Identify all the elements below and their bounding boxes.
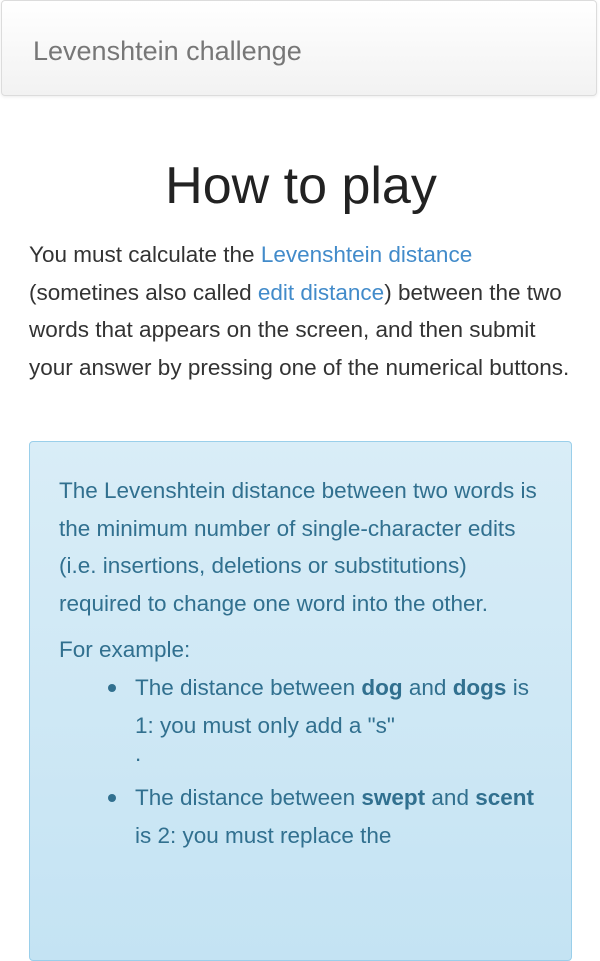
example-word: swept bbox=[361, 785, 426, 811]
main-content bbox=[29, 150, 573, 848]
example-word: dogs bbox=[452, 674, 507, 700]
list-item bbox=[135, 669, 543, 778]
example-list bbox=[59, 669, 543, 854]
edit-distance-link[interactable]: edit distance bbox=[257, 279, 385, 305]
example-text: The distance between bbox=[135, 785, 362, 811]
bullet-icon bbox=[108, 794, 116, 802]
definition-text: The Levenshtein distance between two words is the minimum number of single-character edits (i.e. insertions, deletions or substitutions) required to change one word into the other. bbox=[59, 478, 537, 616]
info-box bbox=[29, 441, 572, 961]
levenshtein-distance-link[interactable]: Levenshtein distance bbox=[260, 242, 473, 267]
example-text: and bbox=[402, 674, 453, 700]
example-text: is 1: you must only add a "s" bbox=[135, 674, 529, 738]
example-label: For example: bbox=[59, 637, 191, 663]
example-text: The distance between bbox=[135, 674, 362, 700]
example-word: scent bbox=[475, 785, 534, 811]
list-item bbox=[135, 779, 543, 854]
example-text: and bbox=[425, 785, 476, 811]
intro-text-1: You must calculate the bbox=[29, 242, 261, 267]
page-title: How to play bbox=[165, 157, 437, 215]
brand-link[interactable]: Levenshtein challenge bbox=[33, 36, 302, 66]
intro-text-2: (sometines also called bbox=[29, 279, 258, 305]
navbar bbox=[1, 0, 597, 96]
bullet-icon bbox=[108, 684, 116, 692]
example-word: dog bbox=[361, 674, 403, 700]
example-text: is 2: you must replace the bbox=[135, 822, 392, 848]
intro-paragraph bbox=[29, 236, 573, 387]
example-trail: . bbox=[135, 741, 142, 767]
intro-text-3: ) between the two words that appears on the screen, and then submit your answer by pressing one of the numerical buttons. bbox=[29, 279, 570, 381]
